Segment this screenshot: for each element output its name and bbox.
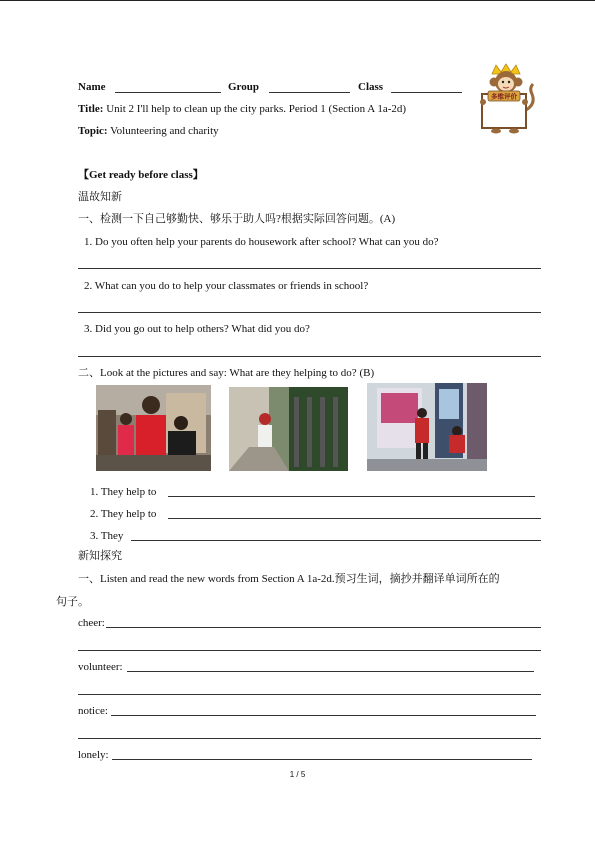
- word-lonely-line[interactable]: [112, 759, 532, 760]
- vocab-instruction-line1: 一、Listen and read the new words from Section A 1a-2d.预习生词，摘抄并翻译单词所在的: [78, 573, 500, 585]
- vocab-instruction-line2: 句子。: [56, 596, 89, 608]
- group-label: Group: [228, 81, 259, 93]
- question-3: 3. Did you go out to help others? What did you do?: [84, 323, 310, 335]
- question-1: 1. Do you often help your parents do housework after school? What can you do?: [84, 236, 439, 248]
- word-notice: notice:: [78, 705, 108, 717]
- topic-label: Topic:: [78, 125, 108, 137]
- word-notice-line[interactable]: [111, 715, 536, 716]
- name-blank[interactable]: [115, 92, 221, 93]
- class-label: Class: [358, 81, 384, 93]
- answer-line-3[interactable]: [78, 356, 541, 357]
- picture-answer-3: 3. They: [90, 530, 124, 542]
- word-volunteer-line[interactable]: [127, 671, 534, 672]
- photo-street-cleaning: [229, 387, 348, 471]
- topic-value: Volunteering and charity: [110, 125, 219, 137]
- word-volunteer: volunteer:: [78, 661, 123, 673]
- task1-instruction: 一、检测一下自己够勤快、够乐于助人吗?根据实际回答问题。(A): [78, 213, 396, 225]
- word-cheer-line[interactable]: [106, 627, 541, 628]
- word-volunteer-line-2[interactable]: [78, 694, 541, 695]
- title-label: Title:: [78, 103, 104, 115]
- word-notice-line-2[interactable]: [78, 738, 541, 739]
- word-cheer-line-2[interactable]: [78, 650, 541, 651]
- picture-answer-line-1[interactable]: [168, 496, 535, 497]
- group-blank[interactable]: [269, 92, 350, 93]
- picture-answer-2: 2. They help to: [90, 508, 157, 520]
- badge-text: 多维评价: [491, 92, 517, 101]
- photo-cleaning-signs: [367, 383, 487, 471]
- answer-line-1[interactable]: [78, 268, 541, 269]
- question-2: 2. What can you do to help your classmates or friends in school?: [84, 280, 369, 292]
- picture-answer-line-3[interactable]: [131, 540, 541, 541]
- task2-instruction: 二、Look at the pictures and say: What are they helping to do? (B): [78, 367, 375, 379]
- monkey-badge-icon: [474, 62, 538, 134]
- word-cheer: cheer:: [78, 617, 105, 629]
- class-blank[interactable]: [391, 92, 462, 93]
- title-line: [78, 102, 406, 116]
- section-heading: 【Get ready before class】: [78, 169, 204, 181]
- topic-line: [78, 124, 219, 138]
- new-knowledge-subheading: 新知探究: [78, 550, 122, 562]
- picture-answer-line-2[interactable]: [168, 518, 541, 519]
- title-value: Unit 2 I'll help to clean up the city parks. Period 1 (Section A 1a-2d): [106, 103, 407, 115]
- answer-line-2[interactable]: [78, 312, 541, 313]
- name-label: Name: [78, 81, 106, 93]
- photo-haircut: [96, 385, 211, 471]
- top-border: [0, 0, 595, 1]
- word-lonely: lonely:: [78, 749, 109, 761]
- review-subheading: 温故知新: [78, 191, 122, 203]
- picture-answer-1: 1. They help to: [90, 486, 157, 498]
- page-number: 1 / 5: [289, 770, 306, 779]
